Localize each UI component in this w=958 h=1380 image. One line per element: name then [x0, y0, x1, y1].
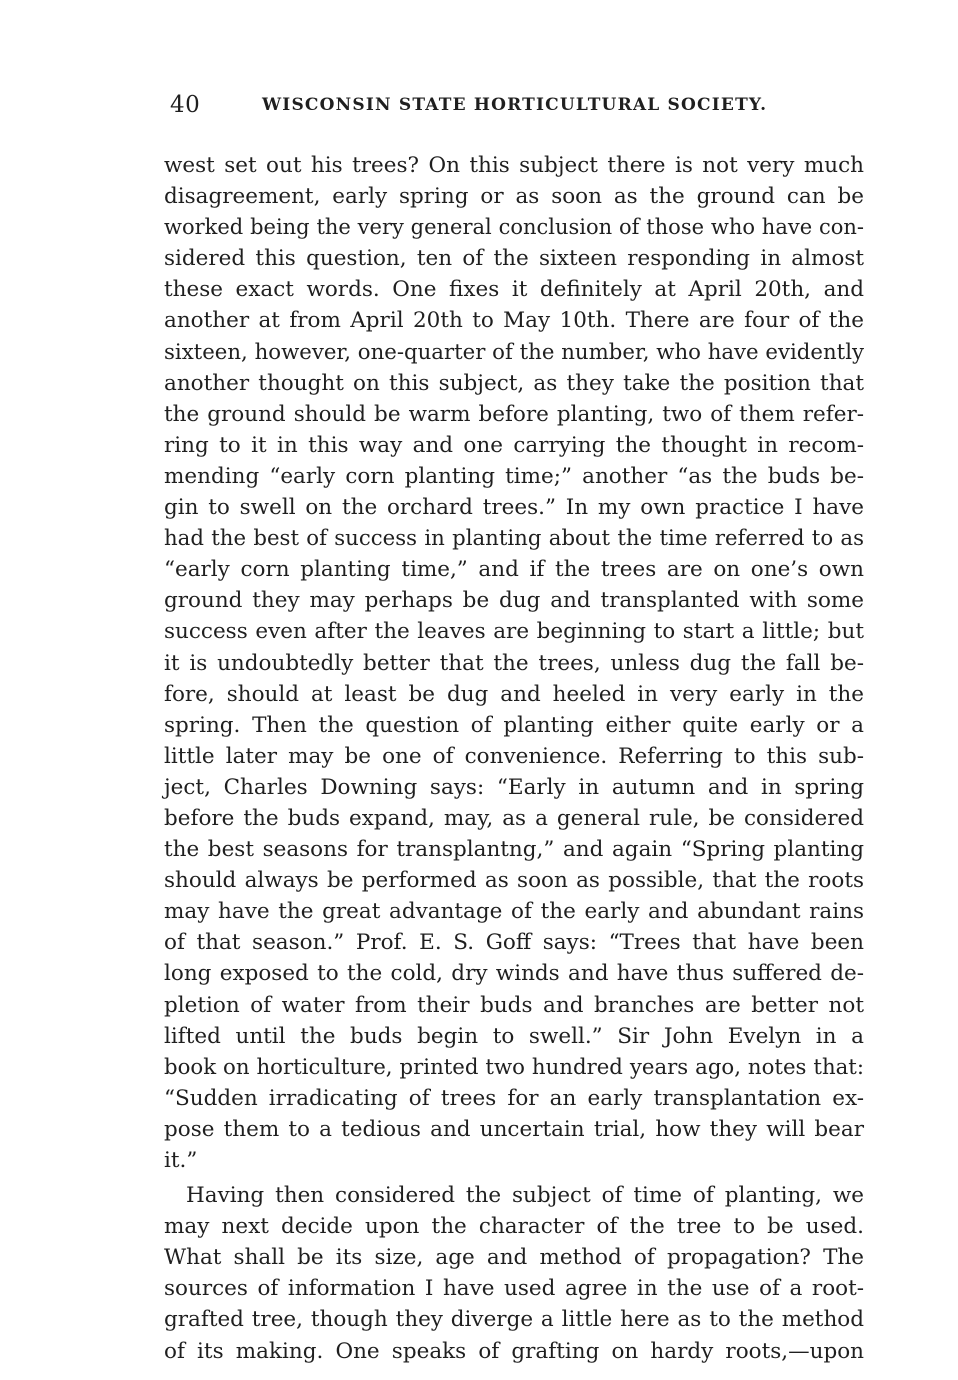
text-line: grafted tree, though they diverge a little here as to the method: [164, 1307, 864, 1333]
text-line: may have the great advantage of the early and abundant rains: [164, 899, 864, 925]
text-line: What shall be its size, age and method of propagation? The: [164, 1245, 864, 1271]
page-number: 40: [170, 92, 201, 118]
text-line: long exposed to the cold, dry winds and have thus suffered de-: [164, 961, 864, 987]
text-line: little later may be one of convenience. Referring to this sub-: [164, 743, 864, 769]
text-line: Having then considered the subject of time of planting, we: [186, 1183, 864, 1209]
text-line: west set out his trees? On this subject there is not very much: [164, 153, 864, 178]
page-header: [170, 92, 860, 128]
paragraph-2: [164, 1180, 864, 1367]
text-line: ject, Charles Downing says: “Early in autumn and in spring: [164, 774, 864, 800]
text-line: mending “early corn planting time;” another “as the buds be-: [164, 463, 864, 489]
text-line: gin to swell on the orchard trees.” In my own practice I have: [164, 495, 864, 521]
text-line: disagreement, early spring or as soon as the ground can be: [164, 184, 864, 210]
body-text: [164, 150, 864, 1367]
text-line: success even after the leaves are beginning to start a little; but: [164, 619, 864, 645]
text-line: these exact words. One fixes it definitely at April 20th, and: [164, 277, 864, 303]
text-line: book on horticulture, printed two hundred years ago, notes that:: [164, 1054, 864, 1080]
text-line: had the best of success in planting about the time referred to as: [164, 526, 864, 552]
text-line: pose them to a tedious and uncertain trial, how they will bear: [164, 1116, 864, 1142]
text-line: pletion of water from their buds and branches are better not: [164, 992, 864, 1018]
text-line: should always be performed as soon as possible, that the roots: [164, 868, 864, 894]
text-line: another thought on this subject, as they take the position that: [164, 370, 864, 396]
text-line: “Sudden irradicating of trees for an early transplantation ex-: [164, 1085, 864, 1111]
text-line: worked being the very general conclusion of those who have con-: [164, 215, 864, 240]
paragraph-1: [164, 150, 864, 1176]
text-line: the ground should be warm before planting, two of them refer-: [164, 401, 864, 427]
text-line: ground they may perhaps be dug and transplanted with some: [164, 588, 864, 614]
text-line: it.”: [164, 1148, 198, 1173]
text-line: sidered this question, ten of the sixteen responding in almost: [164, 246, 864, 272]
text-line: “early corn planting time,” and if the trees are on one’s own: [164, 557, 864, 583]
text-line: sixteen, however, one-quarter of the number, who have evidently: [164, 339, 864, 365]
text-line: fore, should at least be dug and heeled in very early in the: [164, 681, 864, 707]
text-line: the best seasons for transplantng,” and again “Spring planting: [164, 837, 864, 863]
text-line: of that season.” Prof. E. S. Goff says: “Trees that have been: [164, 930, 864, 956]
text-line: ring to it in this way and one carrying the thought in recom-: [164, 432, 864, 458]
text-line: sources of information I have used agree in the use of a root-: [164, 1276, 864, 1302]
text-line: before the buds expand, may, as a general rule, be considered: [164, 805, 864, 831]
running-head: WISCONSIN STATE HORTICULTURAL SOCIETY.: [262, 95, 768, 115]
text-line: it is undoubtedly better that the trees, unless dug the fall be-: [164, 650, 864, 676]
text-line: spring. Then the question of planting either quite early or a: [164, 712, 864, 738]
text-line: of its making. One speaks of grafting on hardy roots,—upon: [164, 1338, 864, 1364]
text-line: lifted until the buds begin to swell.” Sir John Evelyn in a: [164, 1023, 864, 1049]
text-line: another at from April 20th to May 10th. There are four of the: [164, 308, 864, 334]
text-line: may next decide upon the character of the tree to be used.: [164, 1214, 864, 1240]
